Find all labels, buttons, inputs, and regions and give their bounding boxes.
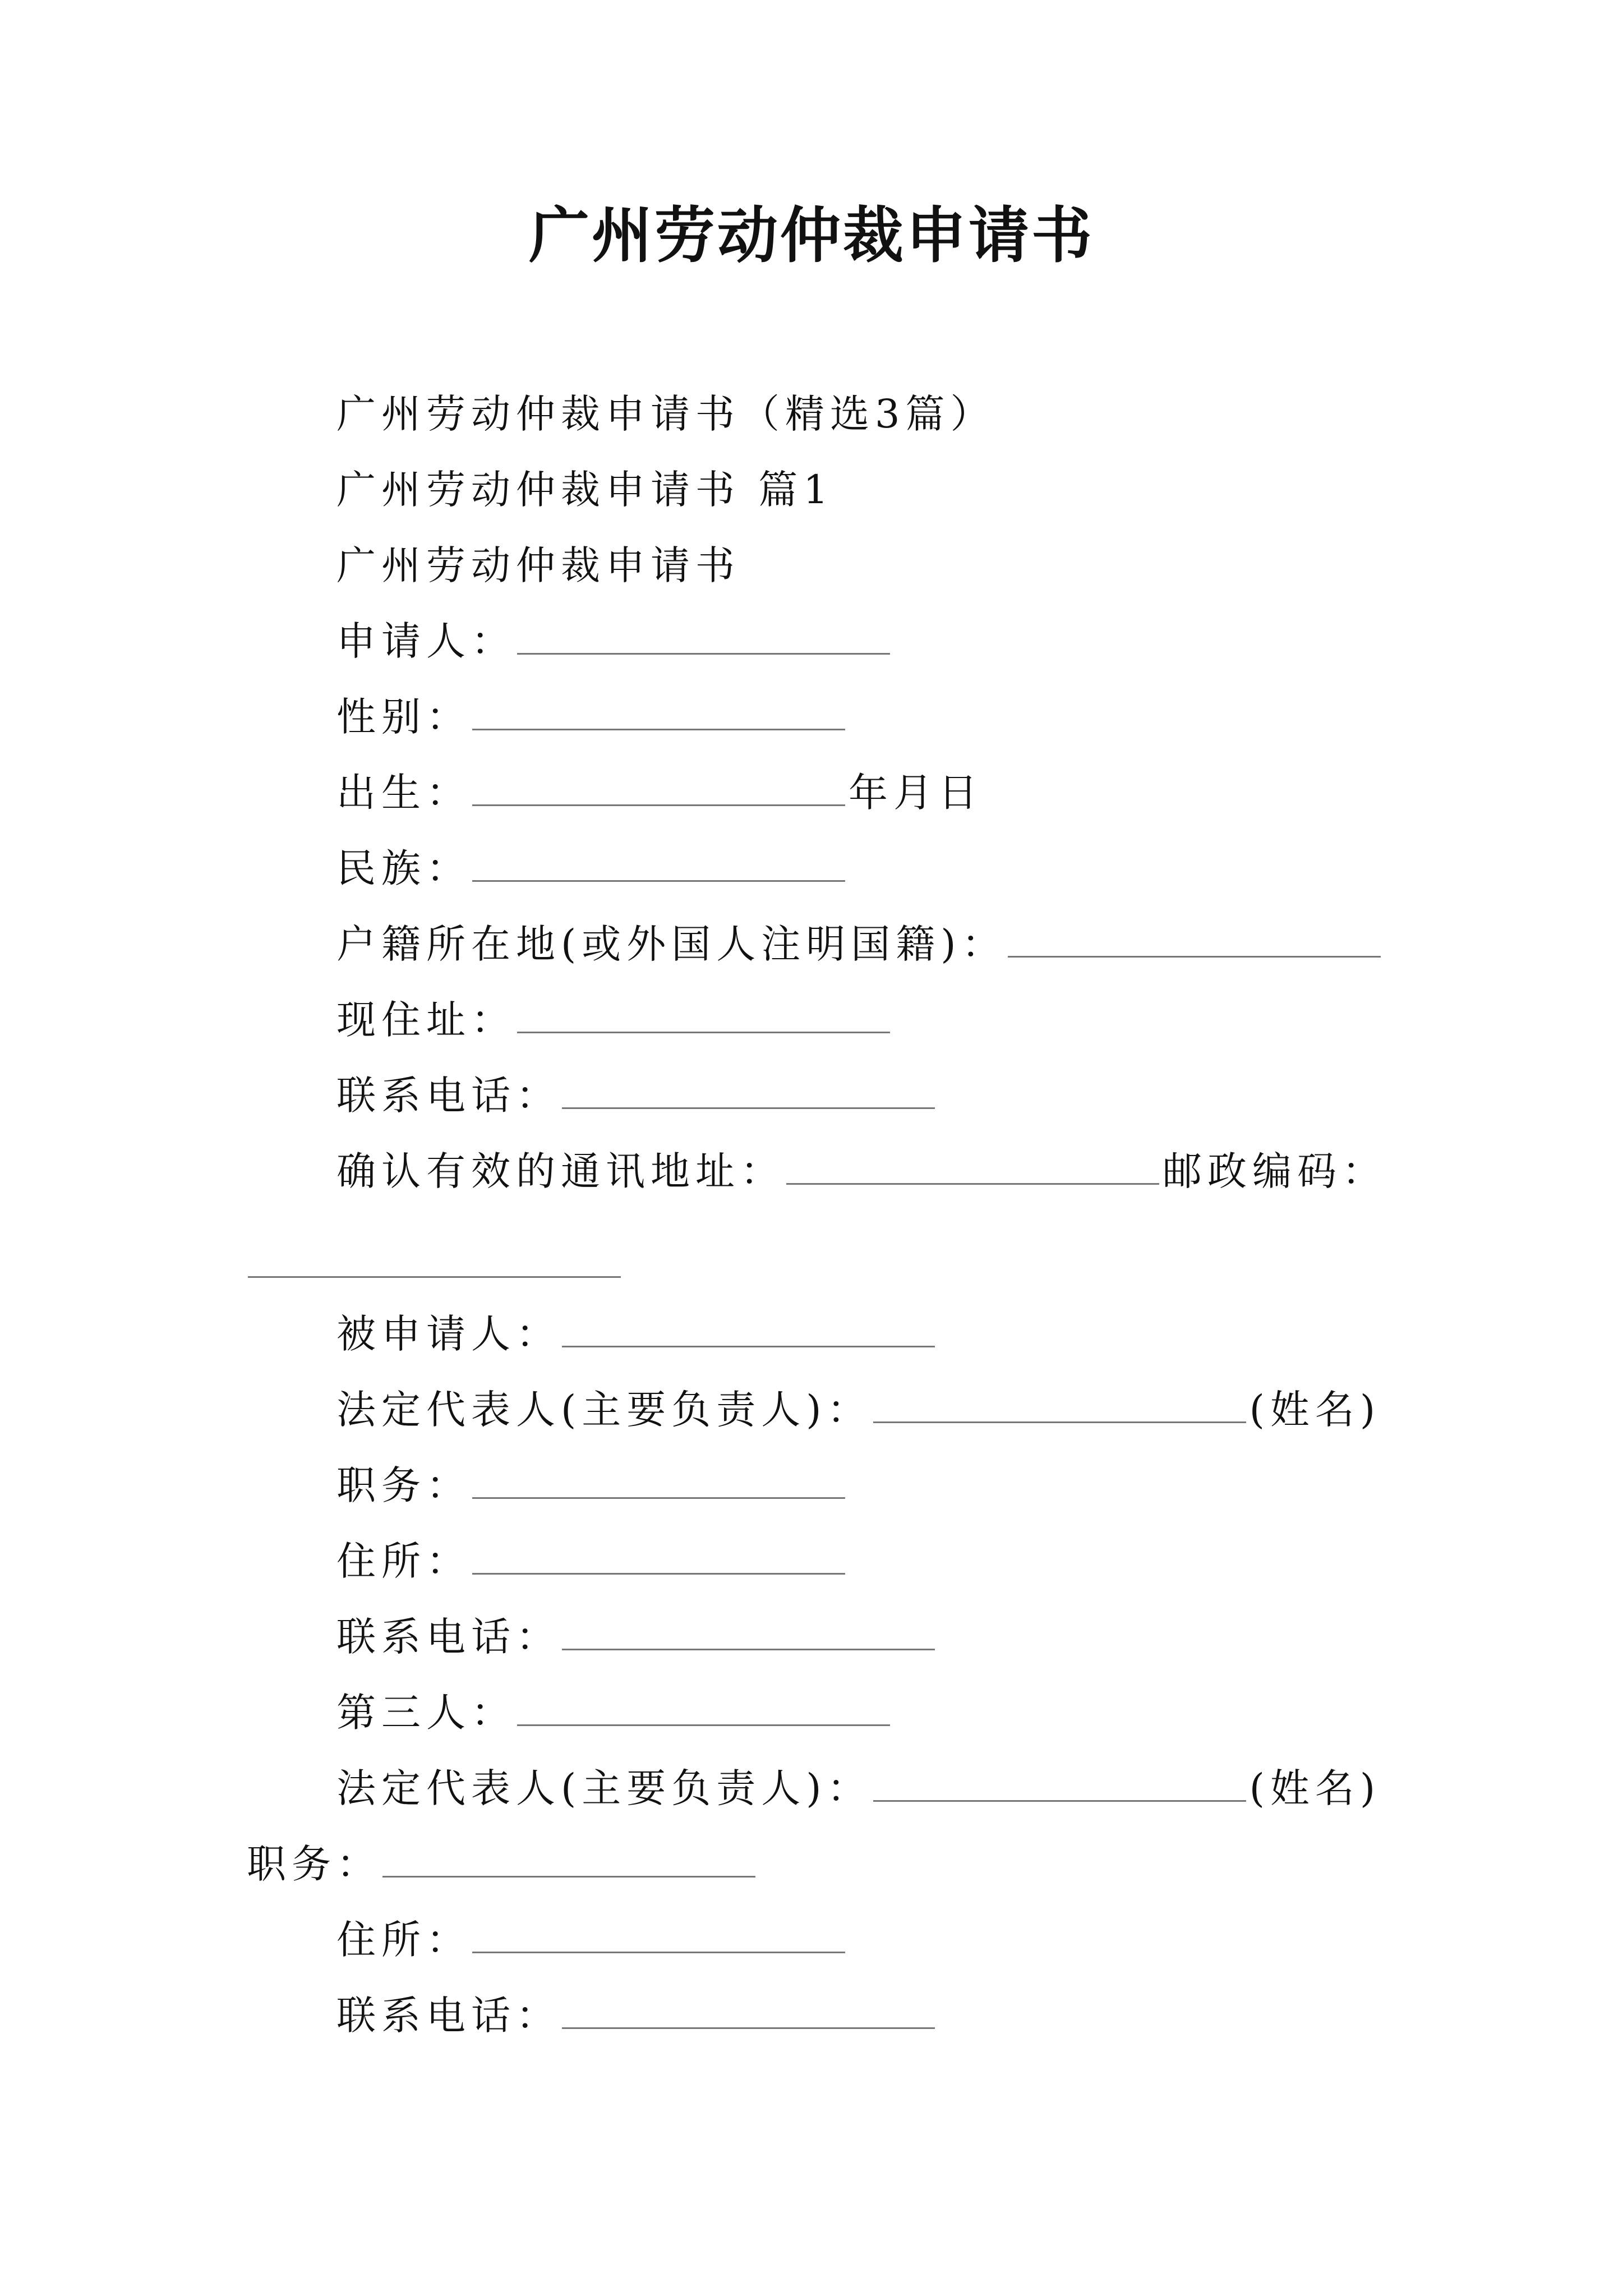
respondent-legal-rep-label: 法定代表人(主要负责人)：	[336, 1387, 872, 1433]
intro-line-3: 广州劳动仲裁申请书	[336, 542, 740, 588]
applicant-mailing-row	[336, 1144, 1387, 1198]
respondent-name-label: 被申请人：	[336, 1311, 561, 1357]
respondent-phone-label: 联系电话：	[336, 1614, 561, 1660]
applicant-mailing-label: 确认有效的通讯地址：	[336, 1148, 785, 1194]
applicant-ethnicity-label: 民族：	[336, 845, 471, 891]
third-party-phone-field[interactable]	[562, 1994, 935, 2029]
applicant-gender-label: 性别：	[336, 694, 471, 740]
third-party-phone-label: 联系电话：	[336, 1993, 561, 2039]
intro-line-1: 广州劳动仲裁申请书（精选3篇）	[336, 391, 995, 437]
third-party-phone-row	[336, 1989, 938, 2042]
applicant-birth-label: 出生：	[336, 770, 471, 816]
respondent-position-field[interactable]	[472, 1464, 845, 1499]
third-party-position-row	[247, 1837, 759, 1891]
applicant-postcode-field[interactable]	[248, 1243, 621, 1278]
respondent-legal-rep-field[interactable]	[873, 1388, 1246, 1423]
third-party-domicile-field[interactable]	[472, 1918, 845, 1953]
applicant-phone-row	[336, 1069, 938, 1122]
intro-line-2: 广州劳动仲裁申请书 篇1	[336, 467, 834, 513]
respondent-domicile-row	[336, 1534, 849, 1588]
applicant-ethnicity-row	[336, 841, 849, 895]
respondent-name-field[interactable]	[562, 1312, 935, 1347]
third-party-position-label: 职务：	[247, 1841, 381, 1887]
applicant-household-field[interactable]	[1008, 922, 1381, 958]
third-party-domicile-label: 住所：	[336, 1917, 471, 1963]
third-party-name-label: 第三人：	[336, 1690, 516, 1736]
respondent-domicile-field[interactable]	[472, 1539, 845, 1575]
respondent-legal-rep-suffix: (姓名)	[1249, 1387, 1381, 1433]
respondent-position-row	[336, 1458, 849, 1512]
third-party-position-field[interactable]	[382, 1842, 755, 1878]
applicant-birth-suffix: 年月日	[849, 770, 983, 816]
applicant-gender-row	[336, 690, 849, 744]
applicant-birth-field[interactable]	[472, 771, 845, 806]
applicant-phone-field[interactable]	[562, 1074, 935, 1109]
applicant-postcode-label: 邮政编码：	[1163, 1148, 1387, 1194]
applicant-address-label: 现住址：	[336, 997, 516, 1043]
respondent-name-row	[336, 1307, 938, 1361]
respondent-phone-field[interactable]	[562, 1615, 935, 1650]
applicant-name-row	[336, 614, 893, 668]
applicant-ethnicity-field[interactable]	[472, 846, 845, 882]
third-party-name-field[interactable]	[517, 1691, 890, 1726]
respondent-position-label: 职务：	[336, 1462, 471, 1508]
applicant-phone-label: 联系电话：	[336, 1073, 561, 1119]
applicant-mailing-field[interactable]	[786, 1149, 1159, 1185]
applicant-name-label: 申请人：	[336, 618, 516, 664]
respondent-legal-rep-row	[336, 1383, 1381, 1437]
applicant-name-field[interactable]	[517, 619, 890, 655]
third-party-legal-rep-suffix: (姓名)	[1249, 1765, 1381, 1811]
third-party-legal-rep-label: 法定代表人(主要负责人)：	[336, 1765, 872, 1811]
third-party-legal-rep-field[interactable]	[873, 1766, 1246, 1802]
applicant-gender-field[interactable]	[472, 695, 845, 730]
applicant-household-label: 户籍所在地(或外国人注明国籍)：	[336, 921, 1007, 967]
applicant-address-row	[336, 993, 893, 1047]
document-title: 广州劳动仲裁申请书	[528, 200, 1094, 271]
third-party-domicile-row	[336, 1913, 849, 1967]
applicant-household-row	[336, 917, 1384, 971]
respondent-domicile-label: 住所：	[336, 1538, 471, 1584]
third-party-name-row	[336, 1686, 893, 1740]
third-party-legal-rep-row	[336, 1761, 1381, 1815]
applicant-birth-row	[336, 766, 983, 820]
applicant-address-field[interactable]	[517, 998, 890, 1033]
respondent-phone-row	[336, 1610, 938, 1664]
